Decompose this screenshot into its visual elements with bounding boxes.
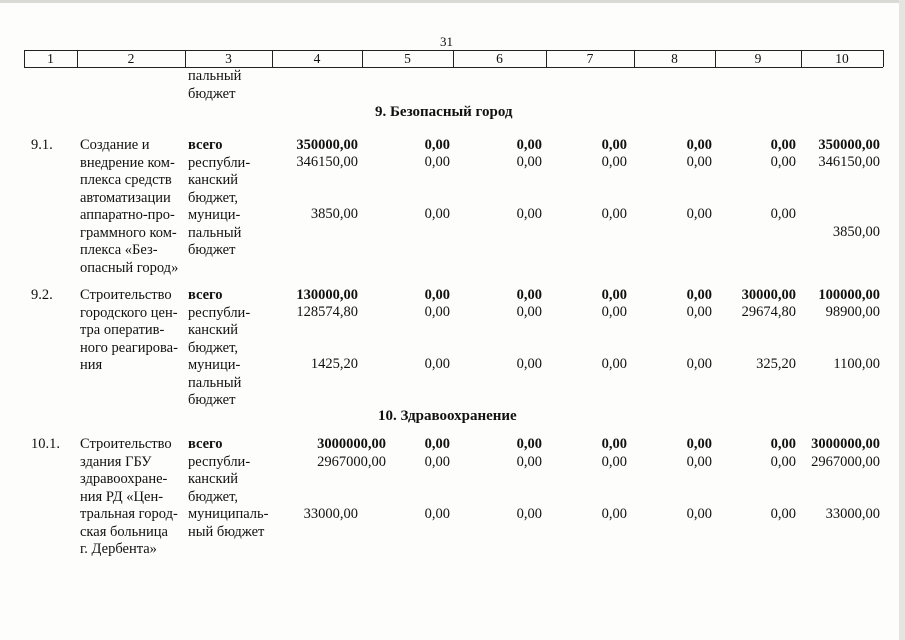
value-municipal: 0,00: [686, 506, 712, 522]
page-number: 31: [440, 34, 453, 49]
value-total: 0,00: [601, 436, 627, 452]
value-republic: 0,00: [686, 154, 712, 170]
value-total: 0,00: [686, 287, 712, 303]
value-municipal: 0,00: [601, 506, 627, 522]
value-municipal: 0,00: [424, 356, 450, 372]
value-republic: 346150,00: [818, 154, 880, 170]
value-municipal: 0,00: [770, 206, 796, 222]
value-republic: 98900,00: [825, 304, 880, 320]
value-total: 0,00: [424, 287, 450, 303]
value-municipal: 0,00: [424, 206, 450, 222]
value-municipal: 33000,00: [303, 506, 358, 522]
row-name: Строительство здания ГБУ здравоохране- ния РД «Цен- тральная город- ская больница г. Дербента»: [80, 436, 178, 557]
scan-edge-right: [899, 0, 905, 640]
value-republic: 0,00: [601, 154, 627, 170]
row-number: 9.1.: [31, 137, 53, 153]
header-col-8: 8: [671, 51, 678, 66]
value-republic: 0,00: [516, 454, 542, 470]
value-municipal: 0,00: [601, 206, 627, 222]
scan-edge-top: [0, 0, 905, 3]
value-municipal: 0,00: [770, 506, 796, 522]
value-republic: 0,00: [770, 454, 796, 470]
value-total: 30000,00: [741, 287, 796, 303]
header-col-2: 2: [127, 51, 135, 66]
value-municipal: 0,00: [686, 356, 712, 372]
header-col-9: 9: [754, 51, 762, 66]
value-republic: 0,00: [424, 154, 450, 170]
value-republic: 0,00: [601, 454, 627, 470]
value-total: 0,00: [424, 137, 450, 153]
value-republic: 0,00: [686, 454, 712, 470]
value-republic: 0,00: [424, 304, 450, 320]
value-republic: 2967000,00: [317, 454, 386, 470]
value-municipal: 0,00: [516, 506, 542, 522]
value-municipal: 0,00: [424, 506, 450, 522]
value-total: 3000000,00: [317, 436, 386, 452]
row-funding-source: всего республи- канский бюджет, муници- пальный бюджет: [188, 137, 251, 258]
continuation-text: пальный бюджет: [188, 68, 242, 102]
value-municipal: 0,00: [516, 206, 542, 222]
header-col-4: 4: [313, 51, 321, 66]
value-total: 3000000,00: [811, 436, 880, 452]
value-republic: 346150,00: [296, 154, 358, 170]
value-total: 0,00: [686, 436, 712, 452]
value-municipal: 0,00: [686, 206, 712, 222]
value-republic: 29674,80: [741, 304, 796, 320]
value-municipal: 1425,20: [310, 356, 358, 372]
value-republic: 0,00: [770, 154, 796, 170]
value-total: 0,00: [686, 137, 712, 153]
value-total: 0,00: [516, 287, 542, 303]
value-municipal: 0,00: [601, 356, 627, 372]
value-total: 0,00: [770, 436, 796, 452]
value-total: 0,00: [770, 137, 796, 153]
value-municipal: 3850,00: [832, 224, 880, 240]
value-republic: 128574,80: [296, 304, 358, 320]
header-col-3: 3: [225, 51, 232, 66]
value-total: 0,00: [601, 137, 627, 153]
row-funding-source: всего республи- канский бюджет, муници- пальный бюджет: [188, 287, 251, 408]
row-number: 9.2.: [31, 287, 53, 303]
row-name: Создание и внедрение ком- плекса средств автоматизации аппаратно-про- граммного ком- плекса «Без- опасный город»: [80, 137, 179, 276]
value-total: 350000,00: [818, 137, 880, 153]
value-republic: 0,00: [516, 154, 542, 170]
header-col-6: 6: [496, 51, 503, 66]
value-total: 0,00: [601, 287, 627, 303]
section-title: 9. Безопасный город: [375, 104, 513, 120]
row-funding-source: всего республи- канский бюджет, муниципаль- ный бюджет: [188, 436, 269, 540]
value-republic: 2967000,00: [811, 454, 880, 470]
section-title: 10. Здравоохранение: [378, 408, 517, 424]
value-total: 0,00: [516, 137, 542, 153]
value-total: 100000,00: [818, 287, 880, 303]
value-total: 130000,00: [296, 287, 358, 303]
header-col-5: 5: [404, 51, 411, 66]
value-republic: 0,00: [601, 304, 627, 320]
value-municipal: 33000,00: [825, 506, 880, 522]
value-republic: 0,00: [424, 454, 450, 470]
value-municipal: 325,20: [756, 356, 796, 372]
value-total: 0,00: [424, 436, 450, 452]
value-republic: 0,00: [686, 304, 712, 320]
value-republic: 0,00: [516, 304, 542, 320]
header-col-7: 7: [586, 51, 594, 66]
value-municipal: 3850,00: [310, 206, 358, 222]
value-municipal: 1100,00: [833, 356, 880, 372]
row-name: Строительство городского цен- тра оператив- ного реагирова- ния: [80, 287, 178, 373]
header-col-1: 1: [47, 51, 54, 66]
header-col-10: 10: [835, 51, 849, 66]
value-municipal: 0,00: [516, 356, 542, 372]
value-total: 350000,00: [296, 137, 358, 153]
value-total: 0,00: [516, 436, 542, 452]
row-number: 10.1.: [31, 436, 60, 452]
